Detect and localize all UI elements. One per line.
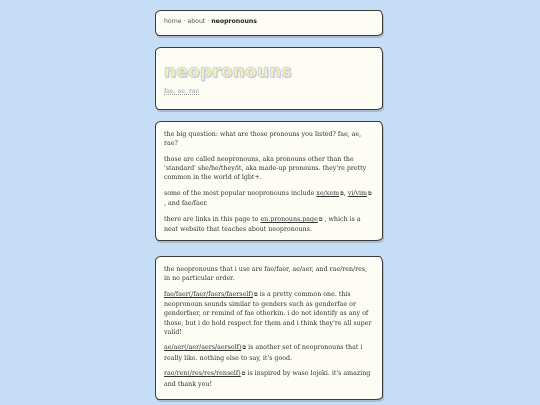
text: is inspired by waso lojeki. it's amazing and thank you! xyxy=(164,370,371,388)
external-link-icon: ⧉ xyxy=(318,216,323,223)
breadcrumb xyxy=(155,10,383,36)
fae-faer-link[interactable]: fae/faer(/faer/faers/faerself) xyxy=(164,290,254,298)
rae-paragraph xyxy=(164,369,374,388)
intro-definition: those are called neopronouns, aka pronouns other than the 'standard' she/he/they/it, aka made-up pronouns. they're pretty common in the world of lgbt+. xyxy=(164,155,367,182)
ae-paragraph xyxy=(164,343,374,362)
external-link-icon: ⧉ xyxy=(340,191,344,198)
text: there are links in this page to xyxy=(164,215,261,223)
breadcrumb-current: neopronouns xyxy=(211,18,257,25)
breadcrumb-home-link[interactable]: home xyxy=(164,18,182,25)
vi-vim-link[interactable]: vi/vim xyxy=(347,190,368,198)
external-link-icon: ⧉ xyxy=(241,371,246,378)
breadcrumb-separator: · xyxy=(205,18,212,25)
breadcrumb-separator: · xyxy=(181,18,188,25)
neopronouns-card xyxy=(155,256,383,400)
pronouns-page-link[interactable]: en.pronouns.page xyxy=(260,215,318,223)
ae-aer-link[interactable]: ae/aer(/aer/aers/aerself) xyxy=(164,344,242,352)
text: some of the most popular neopronouns include xyxy=(164,190,317,198)
page-subtitle: fae, ae, rae xyxy=(164,88,200,95)
intro-question: the big question: what are those pronouns you listed? fae, ae, rae? xyxy=(164,131,362,148)
text: , which is a neat website that teaches about neopronouns. xyxy=(164,215,361,234)
external-link-icon: ⧉ xyxy=(368,191,372,198)
fae-paragraph xyxy=(164,290,374,337)
text: is another set of neopronouns that i really like. nothing else to say, it's good. xyxy=(164,344,363,362)
breadcrumb-about-link[interactable]: about xyxy=(187,18,206,25)
text: , and fae/faer. xyxy=(164,200,208,208)
page-title: neopronouns xyxy=(164,62,292,82)
intro-links-note xyxy=(164,215,374,234)
external-link-icon: ⧉ xyxy=(254,291,258,298)
intro-card xyxy=(155,121,383,241)
rae-ren-link[interactable]: rae/ren(/res/res/renself) xyxy=(164,370,241,378)
xe-xem-link[interactable]: xe/xem xyxy=(316,190,340,198)
intro-examples xyxy=(164,189,374,208)
title-card xyxy=(155,47,383,110)
neopronouns-intro: the neopronouns that i use are fae/faer, ae/aer, and rae/ren/res, in no particular order. xyxy=(164,266,368,283)
text: , xyxy=(343,190,348,198)
external-link-icon: ⧉ xyxy=(242,345,247,352)
text: is a pretty common one. this neopronoun sounds similar to genders such as genderfae or genderfaer, or remind of fae otherkin. i do not identify as any of those, but i do hold respect for them and i think they're all super valid! xyxy=(164,290,372,336)
